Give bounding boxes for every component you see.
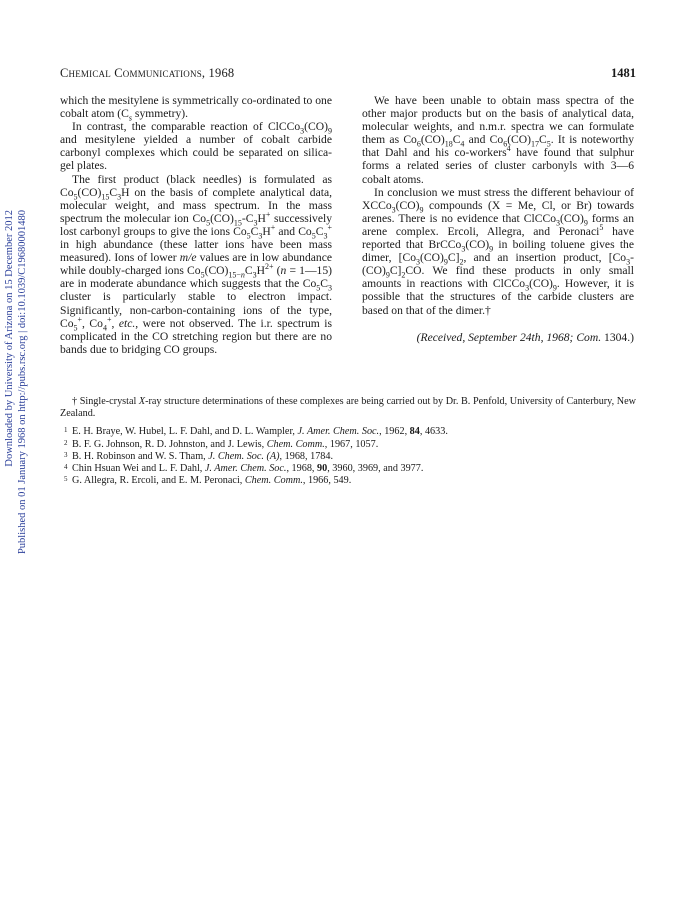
reference-list xyxy=(60,426,636,487)
paragraph: We have been unable to obtain mass spectra of the other major products but on the basis of analytical data, molecular weights, and n.m.r. spectra we can formulate them as $Co_6(CO)_{18}C_4$ and $Co_6(CO)_{17}C_5$. It is noteworthy that Dahl and his co-workers$^4$ have found that sulphur forms a related series of cluster carbonyls with 3—6 cobalt atoms. xyxy=(362,94,634,186)
page-header xyxy=(60,66,636,82)
paragraph: which the mesitylene is symmetrically co-ordinated to one cobalt atom ($C_s$ symmetry). xyxy=(60,94,332,123)
reference-item: 2 B. F. G. Johnson, R. D. Johnston, and J. Lewis, Chem. Comm., 1967, 1057. xyxy=(64,438,379,450)
paragraph: In conclusion we must stress the different behaviour of $XCCo_3(CO)_9$ compounds (X = Me, Cl, or Br) towards arenes. There is no evidence that $ClCCo_3(CO)_9$ forms an arene complex. Ercoli, Allegra, and Peronaci$^5$ have reported that $BrCCo_3(CO)_9$ in boiling toluene gives the dimer, $[Co_3(CO)_9C]_2$, and an insertion product, $[Co_3-(CO)_9C]_2CO$. We find these products in only small amounts in reactions with $ClCCo_3(CO)_9$. However, it is possible that the structures of the carbide clusters are based on that of the dimer.† xyxy=(362,185,634,317)
page-number: 1481 xyxy=(611,66,636,80)
running-title: Chemical Communications, 1968 xyxy=(60,66,235,80)
dagger-footnote: † Single-crystal X-ray structure determinations of these complexes are being carried out by Dr. B. Penfold, University of Canterbury, New Zealand. xyxy=(60,396,636,420)
paragraph: In contrast, the comparable reaction of $ClCCo_3(CO)_9$ and mesitylene yielded a number of cobalt carbide carbonyl complexes which could be separated on silica-gel plates. xyxy=(60,120,332,173)
right-column xyxy=(362,94,634,344)
download-notice: Downloaded by University of Arizona on 15 December 2012 xyxy=(4,210,15,467)
reference-item: 4 Chin Hsuan Wei and L. F. Dahl, J. Amer. Chem. Soc., 1968, 90, 3960, 3969, and 3977. xyxy=(64,463,424,475)
reference-item: 5 G. Allegra, R. Ercoli, and E. M. Peronaci, Chem. Comm., 1966, 549. xyxy=(64,475,352,487)
download-watermark xyxy=(0,0,40,600)
left-column xyxy=(60,94,332,356)
publication-doi-link[interactable]: Published on 01 January 1968 on http://pubs.rsc.org | doi:10.1039/C19680001480 xyxy=(17,210,28,555)
received-line: (Received, September 24th, 1968; Com. 1304.) xyxy=(416,330,634,344)
reference-item: 3 B. H. Robinson and W. S. Tham, J. Chem. Soc. (A), 1968, 1784. xyxy=(64,450,334,462)
footnotes xyxy=(60,396,636,487)
paragraph: The first product (black needles) is formulated as $Co_5(CO)_{15}C_3H$ on the basis of complete analytical data, molecular weight, and mass spectrum. In the mass spectrum the molecular ion $Co_5(CO)_{15}-C_3H^+$ successively lost carbonyl groups to give the ions $Co_5C_3H^+$ and $Co_5C_3^+$ in high abundance (these latter ions have been mass measured). Ions of lower m/e values are in low abundance while doubly-charged ions $Co_5(CO)_{15-n}C_3H^{2+}$ (n = 1—15) are in moderate abundance which suggests that the $Co_5C_3$ cluster is particularly stable to electron impact. Significantly, non-carbon-containing ions of the type, $Co_5^+$, $Co_4^+$, etc., were not observed. The i.r. spectrum is complicated in the CO stretching region but there are no bands due to bridging CO groups. xyxy=(60,172,333,356)
reference-item: 1 E. H. Braye, W. Hubel, L. F. Dahl, and D. L. Wampler, J. Amer. Chem. Soc., 1962, 84, 4633. xyxy=(64,426,448,438)
